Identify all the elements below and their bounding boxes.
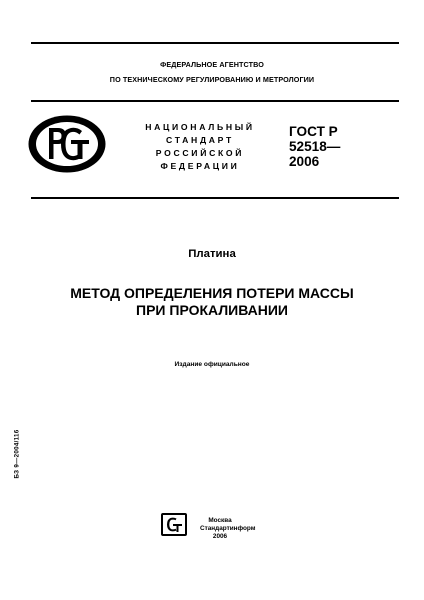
document-title-line-2: ПРИ ПРОКАЛИВАНИИ	[136, 302, 288, 318]
edition-note: Издание официальное	[174, 361, 250, 368]
gost-designation-line-3: 2006	[289, 154, 320, 169]
standard-type-line-1: НАЦИОНАЛЬНЫЙ	[145, 122, 255, 132]
top-rule	[31, 42, 399, 44]
publisher-name: Стандартинформ	[200, 525, 256, 532]
standard-type-line-2: СТАНДАРТ	[166, 135, 234, 145]
standartinform-logo-icon	[161, 513, 187, 536]
standard-rule	[31, 197, 399, 199]
standard-type-line-3: РОССИЙСКОЙ	[155, 148, 245, 158]
gost-designation-line-2: 52518—	[289, 139, 341, 154]
document-subject: Платина	[188, 248, 236, 260]
gost-designation-line-1: ГОСТ Р	[289, 124, 338, 139]
standard-type-line-4: ФЕДЕРАЦИИ	[160, 161, 240, 171]
header-rule	[31, 100, 399, 102]
agency-line-2: ПО ТЕХНИЧЕСКОМУ РЕГУЛИРОВАНИЮ И МЕТРОЛОГИИ	[109, 75, 315, 84]
agency-line-1: ФЕДЕРАЛЬНОЕ АГЕНТСТВО	[160, 60, 264, 69]
rst-mark-icon	[27, 114, 107, 174]
document-title-line-1: МЕТОД ОПРЕДЕЛЕНИЯ ПОТЕРИ МАССЫ	[70, 285, 354, 301]
publisher-city: Москва	[208, 517, 232, 524]
publisher-year: 2006	[212, 533, 228, 540]
side-code-text: БЗ 9—2004/116	[13, 429, 21, 479]
